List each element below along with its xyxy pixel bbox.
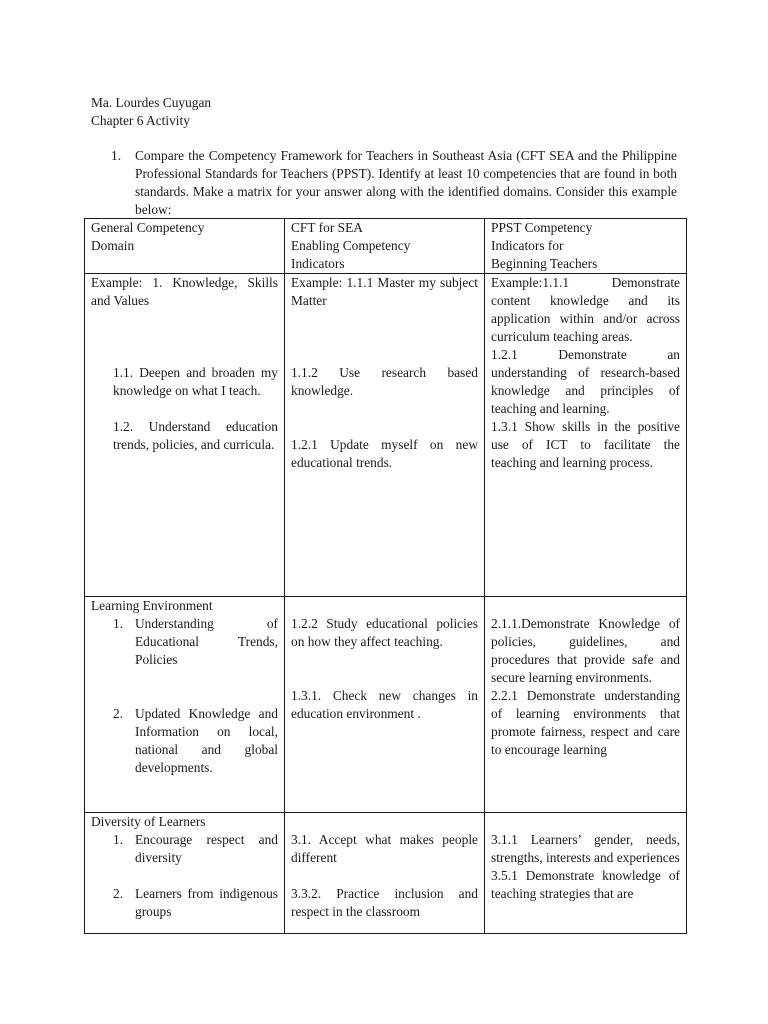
ppst-indicator: Example:1.1.1 Demonstrate content knowledge and its application within and/or across curriculum teaching areas. [491, 275, 680, 344]
cft-indicator: Example: 1.1.1 Master my subject Matter [291, 275, 478, 308]
domain-subitem: 2. Learners from indigenous groups [113, 886, 278, 919]
domain-subitem: 1. Understanding of Educational Trends, Policies [113, 616, 278, 667]
domain-title: Learning Environment [91, 598, 213, 613]
cft-indicator: 1.2.1 Update myself on new educational trends. [291, 437, 478, 470]
domain-subitem: 1. Encourage respect and diversity [113, 832, 278, 865]
cft-indicator: 1.3.1. Check new changes in education environment . [291, 688, 478, 721]
table-row [85, 274, 687, 597]
ppst-indicator: 2.2.1 Demonstrate understanding of learning environments that promote fairness, respect and care to encourage learning [491, 688, 680, 757]
table-header-row [85, 219, 687, 274]
question-item [111, 147, 677, 219]
cft-indicator: 1.2.2 Study educational policies on how they affect teaching. [291, 616, 478, 649]
domain-subitem: 1.2. Understand education trends, policies, and curricula. [113, 419, 278, 452]
cft-cell [285, 813, 485, 934]
cft-cell [285, 597, 485, 813]
ppst-indicator: 1.3.1 Show skills in the positive use of ICT to facilitate the teaching and learning process. [491, 419, 680, 470]
author-name: Ma. Lourdes Cuyugan [91, 95, 212, 110]
domain-title: Diversity of Learners [91, 814, 206, 829]
document-header [91, 94, 211, 130]
domain-subitem: 1.1. Deepen and broaden my knowledge on what I teach. [113, 365, 278, 398]
cft-indicator: 3.3.2. Practice inclusion and respect in the classroom [291, 886, 478, 919]
domain-cell [85, 813, 285, 934]
chapter-title: Chapter 6 Activity [91, 113, 190, 128]
ppst-cell [485, 813, 687, 934]
ppst-indicator: 2.1.1.Demonstrate Knowledge of policies, guidelines, and procedures that provide safe and secure learning environments. [491, 616, 680, 685]
cft-indicator: 3.1. Accept what makes people different [291, 832, 478, 865]
cft-indicator: 1.1.2 Use research based knowledge. [291, 365, 478, 398]
question-text: Compare the Competency Framework for Teachers in Southeast Asia (CFT SEA and the Philippine Professional Standards for Teachers (PPST). Identify at least 10 competencies that are found in both standards. Make a matrix for your answer along with the identified domains. Consider this example below: [135, 148, 677, 217]
domain-subitem: 2. Updated Knowledge and Information on local, national and global developments. [113, 706, 278, 775]
header-cft-sea: CFT for SEA Enabling Competency Indicators [285, 219, 485, 274]
header-general-competency: General Competency Domain [85, 219, 285, 274]
table-row [85, 813, 687, 934]
ppst-indicator: 1.2.1 Demonstrate an understanding of research-based knowledge and principles of teaching and learning. [491, 347, 680, 416]
competency-matrix [84, 218, 687, 934]
cft-cell [285, 274, 485, 597]
ppst-cell [485, 274, 687, 597]
domain-cell [85, 597, 285, 813]
ppst-cell [485, 597, 687, 813]
question-number: 1. [111, 148, 122, 163]
header-ppst: PPST Competency Indicators for Beginning Teachers [485, 219, 687, 274]
domain-example: Example: 1. Knowledge, Skills and Values [91, 275, 278, 308]
domain-cell [85, 274, 285, 597]
ppst-indicator: 3.5.1 Demonstrate knowledge of teaching strategies that are [491, 868, 680, 901]
table-row [85, 597, 687, 813]
ppst-indicator: 3.1.1 Learners’ gender, needs, strengths, interests and experiences [491, 832, 680, 865]
